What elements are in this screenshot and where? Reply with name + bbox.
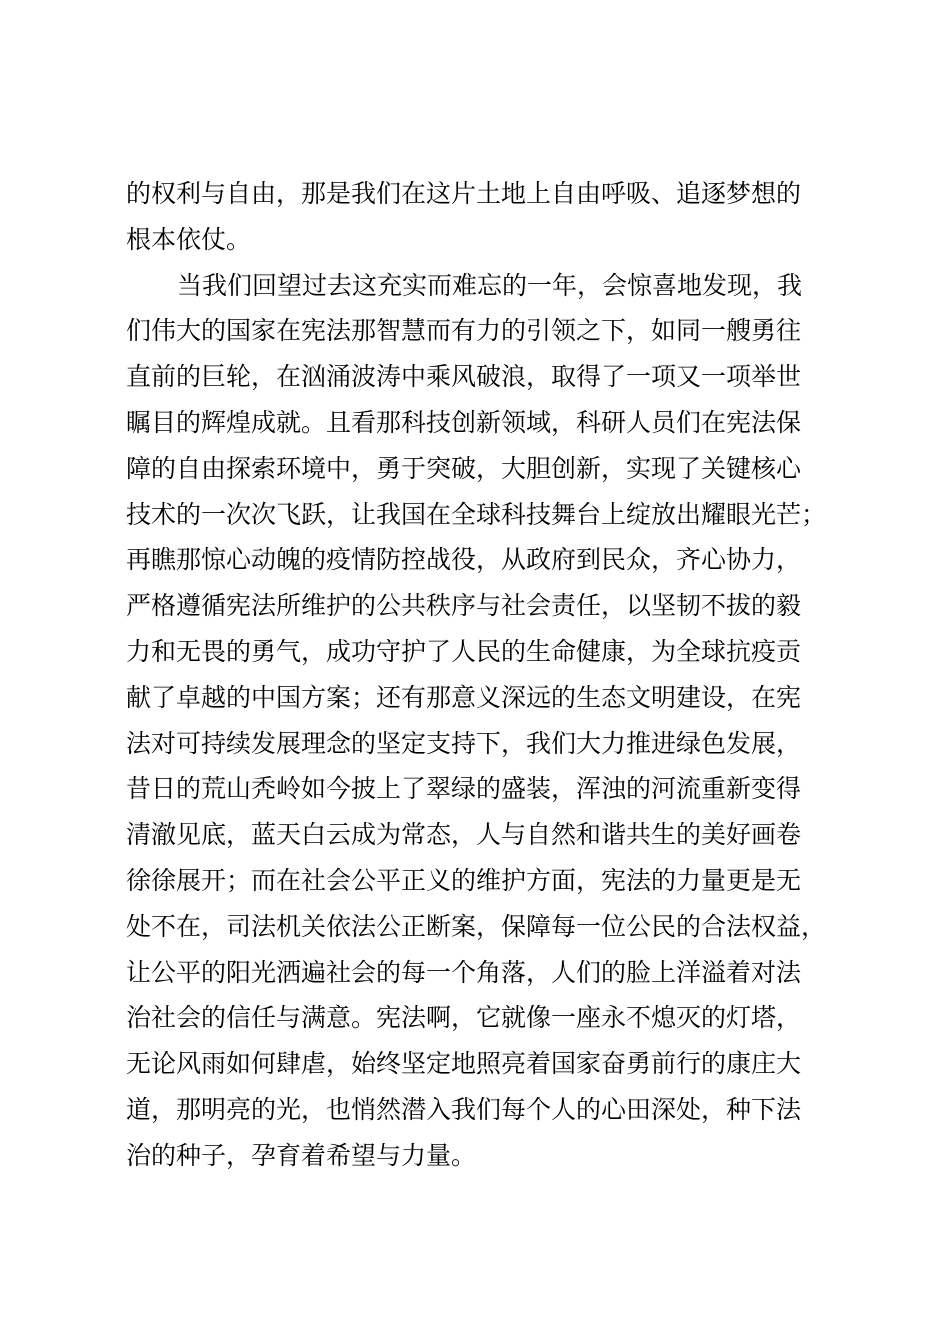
text-line: 法对可持续发展理念的坚定支持下，我们大力推进绿色发展， xyxy=(126,728,802,758)
text-line: 献了卓越的中国方案；还有那意义深远的生态文明建设，在宪 xyxy=(126,682,802,712)
text-line: 严格遵循宪法所维护的公共秩序与社会责任，以坚韧不拔的毅 xyxy=(126,591,802,621)
text-line: 力和无畏的勇气，成功守护了人民的生命健康，为全球抗疫贡 xyxy=(126,636,802,666)
text-line: 无论风雨如何肆虐，始终坚定地照亮着国家奋勇前行的康庄大 xyxy=(126,1049,802,1079)
text-line: 治社会的信任与满意。宪法啊，它就像一座永不熄灭的灯塔， xyxy=(126,1003,802,1033)
text-line: 让公平的阳光洒遍社会的每一个角落，人们的脸上洋溢着对法 xyxy=(126,957,802,987)
body-text xyxy=(126,171,846,1179)
text-line: 徐徐展开；而在社会公平正义的维护方面，宪法的力量更是无 xyxy=(126,865,802,895)
text-line: 清澈见底，蓝天白云成为常态，人与自然和谐共生的美好画卷 xyxy=(126,820,802,850)
text-line: 障的自由探索环境中，勇于突破，大胆创新，实现了关键核心 xyxy=(126,453,802,483)
text-line: 们伟大的国家在宪法那智慧而有力的引领之下，如同一艘勇往 xyxy=(126,316,802,346)
text-line: 再瞧那惊心动魄的疫情防控战役，从政府到民众，齐心协力， xyxy=(126,545,802,575)
text-line: 技术的一次次飞跃，让我国在全球科技舞台上绽放出耀眼光芒； xyxy=(126,499,827,529)
text-line: 根本依仗。 xyxy=(126,224,252,254)
text-line: 昔日的荒山秃岭如今披上了翠绿的盛装，浑浊的河流重新变得 xyxy=(126,774,802,804)
text-line: 直前的巨轮，在汹涌波涛中乘风破浪，取得了一项又一项举世 xyxy=(126,362,802,392)
text-line: 的权利与自由，那是我们在这片土地上自由呼吸、追逐梦想的 xyxy=(126,179,802,208)
text-line: 治的种子，孕育着希望与力量。 xyxy=(126,1140,477,1170)
text-line: 道，那明亮的光，也悄然潜入我们每个人的心田深处，种下法 xyxy=(126,1094,802,1124)
text-line: 瞩目的辉煌成就。且看那科技创新领域，科研人员们在宪法保 xyxy=(126,407,802,437)
text-line: 处不在，司法机关依法公正断案，保障每一位公民的合法权益， xyxy=(126,911,827,941)
paragraph-first-line: 当我们回望过去这充实而难忘的一年，会惊喜地发现，我 xyxy=(177,270,803,300)
